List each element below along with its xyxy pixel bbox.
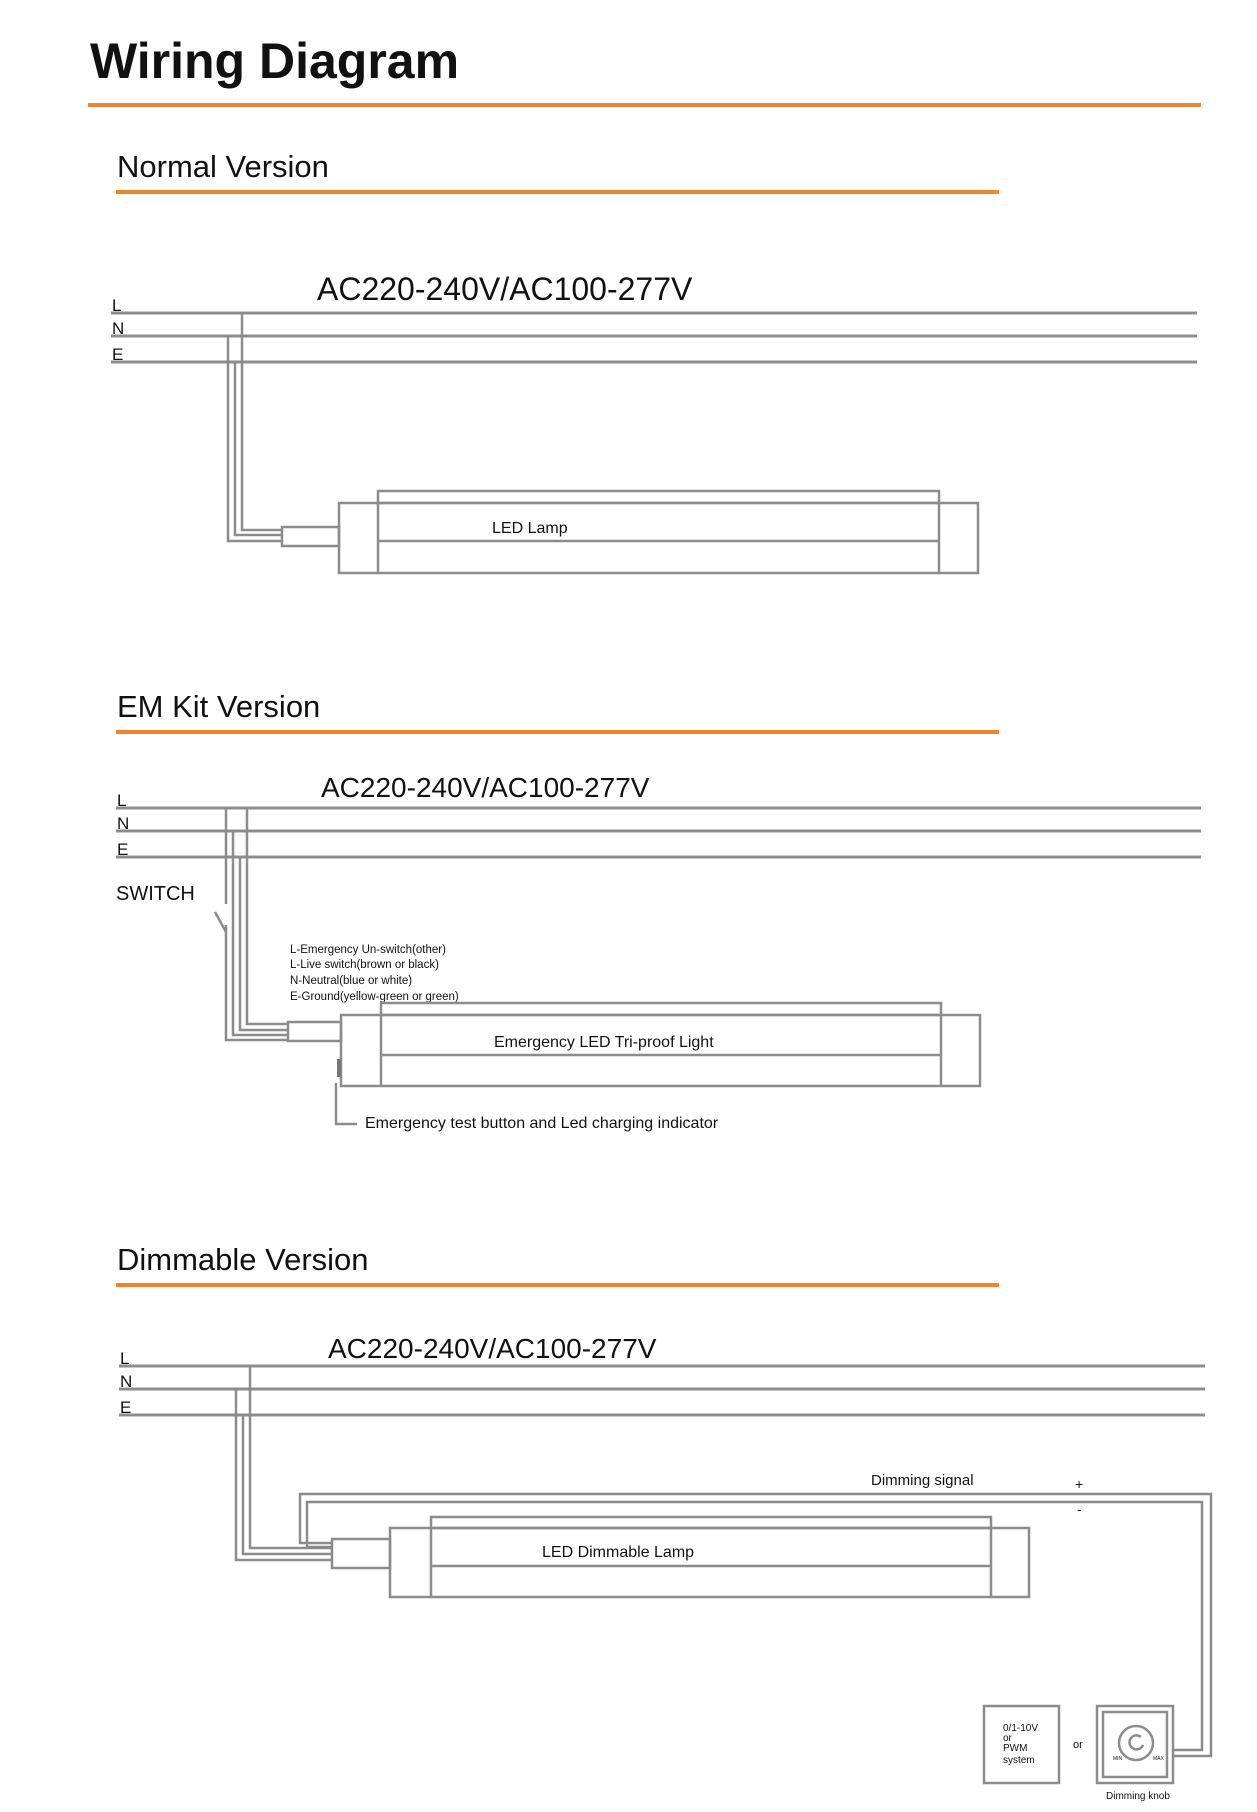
- mains-lines: [111, 313, 1197, 362]
- lamp-wires: [236, 1366, 332, 1560]
- dimming-knob-label: Dimming knob: [1106, 1791, 1170, 1802]
- line-label-e: E: [117, 840, 129, 859]
- wire-note: L-Emergency Un-switch(other): [290, 944, 446, 956]
- mains-lines: [116, 808, 1201, 857]
- voltage-label: AC220-240V/AC100-277V: [328, 1333, 657, 1364]
- led-lamp: [282, 491, 978, 573]
- wire-note: L-Live switch(brown or black): [290, 959, 439, 971]
- lamp-wires: [215, 808, 288, 1040]
- line-label-n: N: [120, 1372, 133, 1391]
- knob-icon: [1119, 1726, 1153, 1760]
- or-label: or: [1073, 1739, 1083, 1751]
- page-title: Wiring Diagram: [90, 33, 460, 89]
- lamp-label: LED Dimmable Lamp: [542, 1544, 695, 1561]
- line-label-e: E: [120, 1398, 132, 1417]
- svg-text:0/1-10V: 0/1-10V: [1003, 1723, 1039, 1734]
- dimming-signal-label: Dimming signal: [871, 1472, 974, 1489]
- emergency-led-light: [288, 1003, 980, 1124]
- line-label-n: N: [117, 814, 130, 833]
- section-heading: EM Kit Version: [117, 689, 321, 724]
- normal-version-section: [111, 149, 1197, 573]
- svg-text:PWM: PWM: [1003, 1743, 1028, 1754]
- lamp-label: Emergency LED Tri-proof Light: [494, 1034, 714, 1051]
- section-heading: Dimmable Version: [117, 1242, 369, 1277]
- svg-text:MAX: MAX: [1153, 1756, 1164, 1762]
- dimmable-version-section: [116, 1242, 1211, 1802]
- test-button-note: Emergency test button and Led charging indicator: [365, 1115, 719, 1132]
- section-heading: Normal Version: [117, 149, 329, 184]
- dimming-signal-wires: [300, 1494, 1211, 1756]
- minus-label: -: [1077, 1501, 1082, 1517]
- wire-note: E-Ground(yellow-green or green): [290, 991, 459, 1003]
- voltage-label: AC220-240V/AC100-277V: [317, 271, 693, 307]
- voltage-label: AC220-240V/AC100-277V: [321, 772, 650, 803]
- line-label-l: L: [112, 296, 122, 315]
- mains-lines: [119, 1366, 1205, 1415]
- lamp-wires: [228, 313, 282, 541]
- wire-note: N-Neutral(blue or white): [290, 975, 413, 987]
- svg-text:MIN: MIN: [1113, 1756, 1123, 1762]
- test-button-icon: [337, 1059, 341, 1077]
- line-label-n: N: [112, 319, 125, 338]
- plus-label: +: [1075, 1476, 1084, 1492]
- line-label-l: L: [117, 791, 127, 810]
- switch-label: SWITCH: [116, 883, 195, 905]
- dimming-knob: [1097, 1706, 1173, 1783]
- svg-text:system: system: [1003, 1755, 1035, 1766]
- em-kit-version-section: [116, 689, 1201, 1132]
- line-label-l: L: [120, 1349, 130, 1368]
- line-label-e: E: [112, 345, 124, 364]
- lamp-label: LED Lamp: [492, 520, 568, 537]
- rotate-icon: [1130, 1735, 1143, 1749]
- switch-icon: [215, 912, 226, 932]
- dimming-controller-box: [984, 1706, 1059, 1783]
- svg-text:or: or: [1003, 1733, 1012, 1744]
